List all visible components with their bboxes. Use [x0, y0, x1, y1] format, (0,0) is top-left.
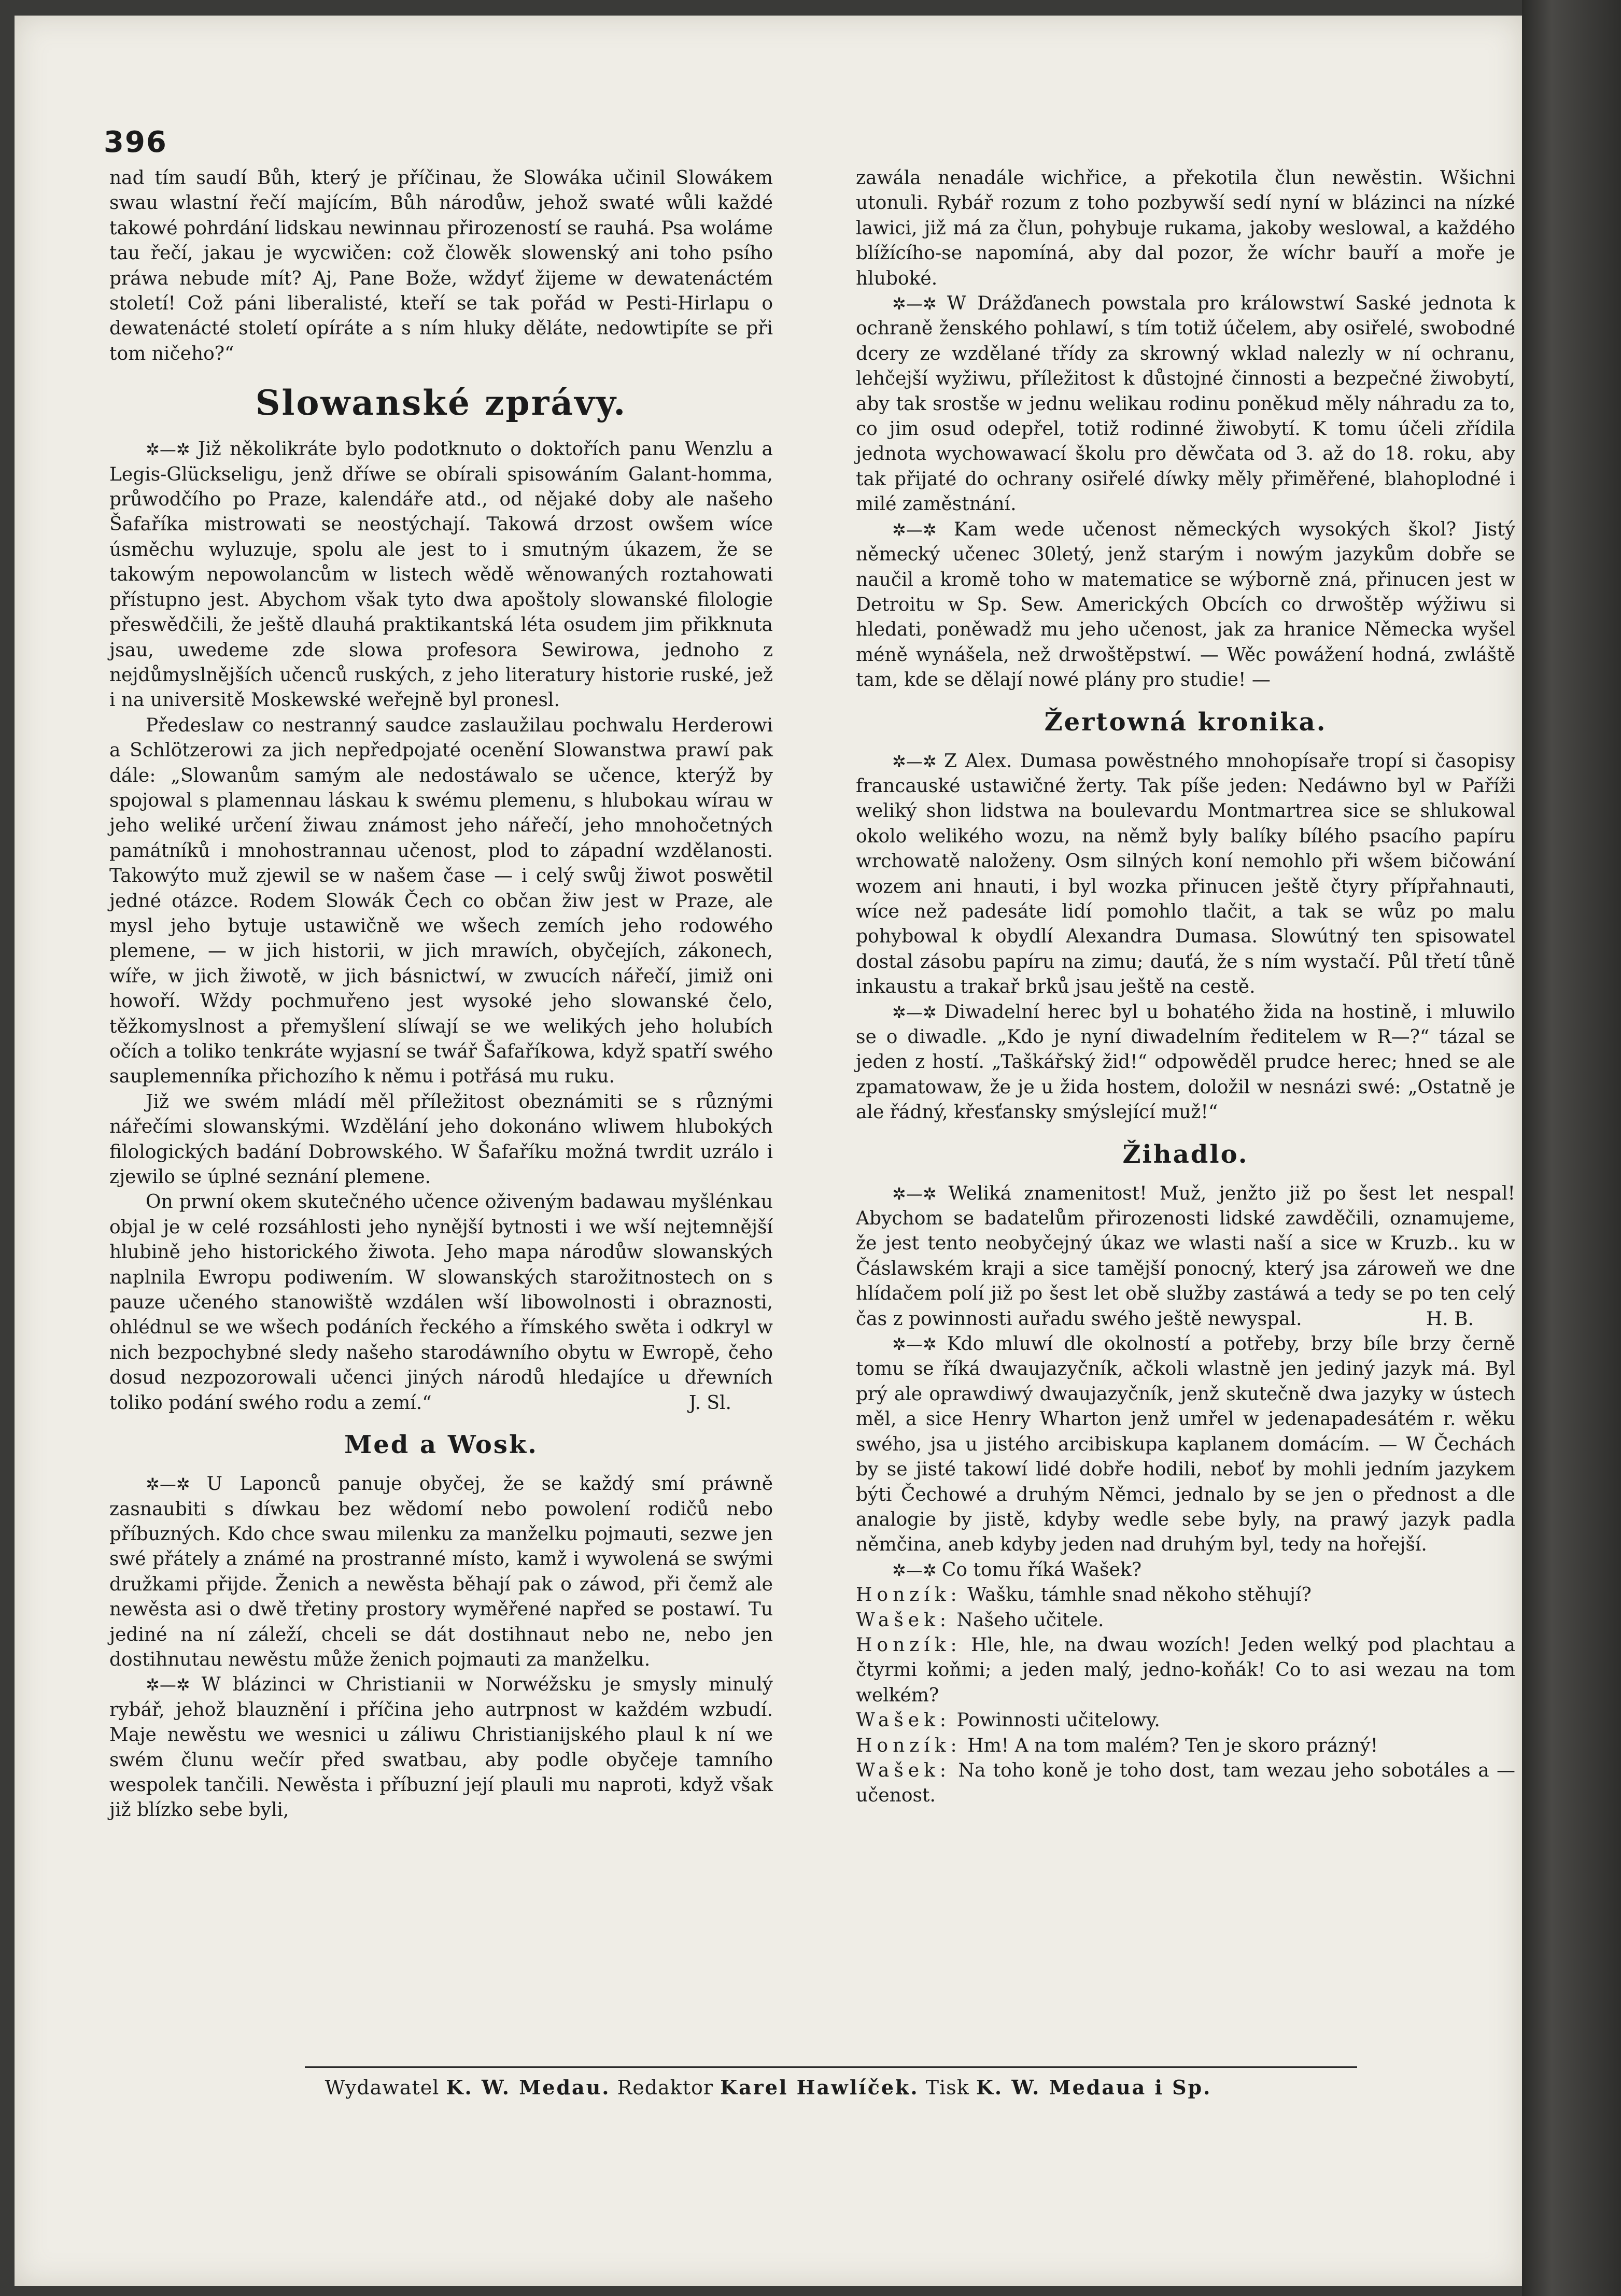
signature: J. Sl.	[688, 1392, 731, 1414]
dialogue-text: Powinnosti učitelowy.	[951, 1710, 1160, 1731]
dialogue-speaker: Wašek:	[856, 1759, 951, 1781]
asterism-icon: ✲—✲	[146, 440, 198, 460]
asterism-icon: ✲—✲	[146, 1675, 202, 1695]
asterism-icon: ✲—✲	[892, 1334, 947, 1355]
dialogue-line	[856, 1758, 1515, 1809]
dialogue-line	[856, 1583, 1515, 1608]
section-title-slowanske-zpravy: Slowanské zprávy.	[255, 383, 627, 424]
right-column	[856, 166, 1515, 1809]
article-paragraph: ✲—✲ Již několikráte bylo podotknuto o doktořích panu Wenzlu a Legis-Glückseligu, jenž dříwe se obírali spisowáním Galant-homma, průwodčího po Praze, kalendáře atd., od nějaké doby ale našeho Šafaříka mistrowati se neostýchají. Takowá drzost owšem wíce úsměchu wyluzuje, spolu ale jest to i smutným úkazem, že se takowým nepowolancům w listech wědě wěnowaných roztahowati přístupno jest. Abychom však tyto dwa apoštoly slowanské filologie přeswědčili, že ještě dlauhá praktikantská léta osudem jim přikknuta jsau, uwedeme zde slowa profesora Sewirowa, jednoho z nejdůmyslnějších učenců ruských, z jeho literatury historie ruské, jež i na universitě Moskewské weřejně byl pronesl.	[109, 439, 773, 711]
article-paragraph: Předeslaw co nestranný saudce zaslaužilau pochwalu Herderowi a Schlötzerowi za jich nepředpojaté ocenění Slowanstwa prawí pak dále: „Slowanům samým ale nedostáwalo se učence, kterýž by spojowal s plamennau láskau k swému plemenu, s hlubokau wírau w jeho weliké určení žiwau známost jeho nářečí, jeho mnohočetných památníků i mnohostrannau učenost, plod to západní wzdělanosti. Takowýto muž zjewil se w našem čase — i celý swůj žiwot poswětil jedné otázce. Rodem Slowák Čech co občan žiw jest w Praze, ale mysl jeho bytuje ustawičně we wšech zemích jeho rodowého plemene, — w jich historii, w jich mrawích, obyčejích, zákonech, wíře, w jich žiwotě, w jich básnictwí, w zwucích nářečí, jimiž oni howoří. Wždy pochmuřeno jest wysoké jeho slowanské čelo, těžkomyslnost a přemyšlení slíwají se we welikých jeho holubích očích a toliko tenkráte wyjasní se twář Šafaříkowa, když spatří swého sauplemenníka přichozího k němu i potřásá mu ruku.	[109, 714, 773, 1088]
article-paragraph: ✲—✲ Z Alex. Dumasa powěstného mnohopísaře tropí si časopisy francauské ustawičné žerty. Tak píše jeden: Nedáwno byl w Paříži weliký shon lidstwa na boulevardu Montmartrea sice se shlukowal okolo welikého wozu, na němž byly balíky bílého psacího papíru wrchowatě naloženy. Osm silných koní nemohlo při wšem bičowání wozem ani hnauti, i byl wozka přinucen ještě čtyry přípřahnauti, wíce než padesáte lidí pomohlo tlačit, a tak se wůz po malu pohybowal k obydlí Alexandra Dumasa. Slowútný ten spisowatel dostal zásobu papíru na zimu; dauťá, že s ním wystačí. Půl třetí tůně inkaustu a trakař brků jsau ještě na cestě.	[856, 750, 1516, 998]
imprint-footer	[15, 2076, 1522, 2099]
imprint-editor: Karel Hawlíček.	[720, 2076, 919, 2099]
article-paragraph: zawála nenadále wichřice, a překotila člun newěstin. Wšichni utonuli. Rybář rozum z toho pozbywší sedí nyní w blázinci na nízké lawici, již má za člun, pohybuje rukama, jakoby weslowal, a každého blížícího-se napomíná, aby dal pozor, že wíchr bauří a moře je hluboké.	[856, 167, 1515, 289]
dialogue	[856, 1583, 1515, 1809]
dialogue-text: Našeho učitele.	[951, 1609, 1104, 1631]
dialogue-line	[856, 1608, 1515, 1633]
article-paragraph: Již we swém mládí měl příležitost obeznámiti se s různými nářečími slowanskými. Wzdělání jeho dokonáno wliwem hlubokých filologických badání Dobrowského. W Šafaříku možná twrdit uzrálo i zjewilo se úplné seznání plemene.	[109, 1091, 773, 1188]
article-paragraph: ✲—✲ Weliká znamenitost! Muž, jenžto již po šest let nespal! Abychom se badatelům přirozenosti lidské zawděčili, oznamujeme, že jest tento neobyčejný úkaz we wlasti naší a sice w Kruzb.. ku w Čáslawském kraji a sice tamější ponocný, který jsa zároweň we dne hlídačem polí již po šest let obě služby zastáwá a tedy se po ten celý čas z powinnosti auřadu swého ještě newyspal. H. B.	[856, 1181, 1515, 1332]
article-paragraph: ✲—✲ Co tomu říká Wašek?	[892, 1559, 1142, 1581]
dialogue-line	[856, 1633, 1515, 1708]
intro-paragraph: nad tím saudí Bůh, který je příčinau, že Slowáka učinil Slowákem swau wlastní řečí majícím, Bůh národůw, jehož swaté wůli každé takowé pohrdání lidskau newinnau přirozeností se rauhá. Psa woláme tau řečí, jakau je wycwičen: což člowěk slowenský ani toho psího práwa nebude mít? Aj, Pane Bože, wždyť žijeme w dewatenáctém století! Což páni liberalisté, kteří se tak pořád w Pesti-Hirlapu o dewatenácté století opíráte a s ním hluky děláte, nedowtipíte se při tom ničeho?“	[109, 167, 773, 364]
article-paragraph: ✲—✲ W Drážďanech powstala pro králowstwí Saské jednota k ochraně ženského pohlawí, s tím totiž účelem, aby osiřelé, swobodné dcery ze wzdělané třídy za skrowný wklad nalezly w ní ochranu, lehčejší wyžiwu, příležitost k důstojné činnosti a bezpečné žiwobytí, aby tak srostše w jednu welikau rodinu poněkud měly náhradu za to, co jim osud odepřel, totiž rodinné žiwobytí. K tomu účeli zřídila jednota wychowawací školu pro děwčata od 3. až do 18. roku, aby tak přijaté do ochrany osiřelé díwky měly přiměřené, blahoplodné i milé zaměstnání.	[856, 293, 1516, 515]
imprint-printer: K. W. Medaua i Sp.	[976, 2076, 1212, 2099]
section-title-zihadlo: Žihadlo.	[1122, 1139, 1249, 1169]
dialogue-speaker: Honzík:	[856, 1735, 962, 1756]
dialogue-line	[856, 1708, 1515, 1733]
dialogue-speaker: Honzík:	[856, 1584, 962, 1606]
section-title-med-a-wosk: Med a Wosk.	[344, 1430, 538, 1460]
article-paragraph: ✲—✲ Kam wede učenost německých wysokých škol? Jistý německý učenec 30letý, jenž starým i nowým jazykům dobře se naučil a kromě toho w matematice se wýborně zná, přinucen jest w Detroitu w Sp. Sew. Amerických Obcích co drwoštěp wýžiwu si hledati, poněwadž mu jeho učenost, jak za hranice Německa wyšel méně wynášela, než drwoštěpstwí. — Wěc powážení hodná, zwláště tam, kde se dělají nowé plány pro studie! —	[856, 518, 1515, 691]
footer-rule	[305, 2066, 1357, 2068]
asterism-icon: ✲—✲	[892, 294, 947, 314]
article-paragraph: ✲—✲ W blázinci w Christianii w Norwéžsku je smysly minulý rybář, jehož blauznění i příčina jeho autrpnost w každém wzbudí. Maje newěstu we wesnici u záliwu Christianijského plaul k ní we swém člunu wečír před swatbau, aby podle obyčeje tamního wespolek tančili. Newěsta i příbuzní její plauli mu naproti, když však již blízko sebe byli,	[109, 1674, 773, 1821]
imprint-publisher: K. W. Medau.	[446, 2076, 611, 2099]
dialogue-line	[856, 1734, 1515, 1758]
dialogue-text: Hm! A na tom malém? Ten je skoro prázný!	[961, 1735, 1378, 1756]
dialogue-speaker: Wašek:	[856, 1710, 951, 1731]
asterism-icon: ✲—✲	[892, 519, 954, 540]
scan-edge	[1522, 0, 1621, 2296]
asterism-icon: ✲—✲	[892, 1184, 949, 1204]
dialogue-text: Hle, hle, na dwau wozích! Jeden welký pod plachtau a čtyrmi koňmi; a jeden malý, jedno-koňák! Co to asi wezau na tom welkém?	[856, 1634, 1515, 1706]
asterism-icon: ✲—✲	[892, 751, 945, 771]
article-paragraph: ✲—✲ Kdo mluwí dle okolností a potřeby, brzy bíle brzy černě tomu se říká dwaujazyčník, ačkoli wlastně jen jediný jazyk má. Byl prý ale oprawdiwý dwaujazyčník, jenž skutečně dwa jazyky w ústech měl, a sice Henry Wharton jenž umřel w jedenapadesátém r. wěku swého, jsa u jistého arcibiskupa kaplanem domácím. — W Čechách by se jisté takowí lidé dobře hodili, neboť by mohli jedním jazykem býti Čechowé a druhým Němci, jednalo by se jen o přednost a dle analogie by jistě, kdyby wedle sebe byly, na prawý jazyk padla němčina, aneb kdyby jeden nad druhým byl, tedy na hořejší.	[856, 1333, 1516, 1556]
left-column	[109, 166, 773, 1823]
asterism-icon: ✲—✲	[892, 1560, 942, 1580]
asterism-icon: ✲—✲	[892, 1002, 945, 1022]
section-title-zertowna-kronika: Žertowná kronika.	[1044, 707, 1327, 737]
imprint-label: Tisk	[925, 2076, 969, 2099]
dialogue-text: Wašku, támhle snad někoho stěhují?	[961, 1584, 1312, 1606]
article-paragraph: ✲—✲ U Laponců panuje obyčej, že se každý smí práwně zasnaubiti s díwkau bez wědomí nebo powolení rodičů nebo příbuzných. Kdo chce swau milenku za manželku pojmauti, sezwe jen swé přátely a známé na prostranné místo, kamž i wywolená se swými družkami přijde. Ženich a newěsta běhají pak o záwod, při čemž ale newěsta asi o dwě třetiny prostory wyměřené napřed se postawí. Tu jediné na ní záleží, chceli se dát dostihnaut nebo ne, nebo jen dostihnutau newěstu může ženich pojmauti za manželku.	[109, 1473, 773, 1670]
article-paragraph: On prwní okem skutečného učence oživeným badawau myšlénkau objal je w celé rozsáhlosti jeho nynější bytnosti i we wší nejtemnější hlubině jeho historického žiwota. Jeho mapa národůw slowanských naplnila Ewropu podiwením. W slowanských starožitnostech on s pauze učeného stanowiště wzdálen wší libowolnosti i obraznosti, ohlédnul se we wšech podáních řeckého a římského swěta i odkryl w nich bezpochybné sledy našeho starodáwního obytu w Ewropě, čeho dosud nezpozorowali učenci jiných národů hledajíce u dřewních toliko podání swého rodu a zemí.“ J. Sl.	[109, 1190, 773, 1416]
page-number: 396	[104, 125, 167, 159]
signature: H. B.	[1426, 1308, 1474, 1330]
dialogue-speaker: Wašek:	[856, 1609, 951, 1631]
imprint-label: Wydawatel	[325, 2076, 440, 2099]
article-paragraph: ✲—✲ Diwadelní herec byl u bohatého žida na hostině, i mluwilo se o diwadle. „Kdo je nyní diwadelním ředitelem w R—?“ tázal se jeden z hostí. „Taškářský žid!“ odpowěděl prudce herec; hned se ale zpamatowaw, že je u žida hostem, doložil w nesnázi swé: „Ostatně je ale řádný, křesťansky smýslející muž!“	[856, 1001, 1516, 1123]
dialogue-speaker: Honzík:	[856, 1634, 962, 1656]
imprint-label: Redaktor	[617, 2076, 714, 2099]
asterism-icon: ✲—✲	[146, 1474, 207, 1495]
newspaper-page	[15, 16, 1522, 2286]
dialogue-text: Na toho koně je toho dost, tam wezau jeho sobotáles a — učenost.	[856, 1759, 1515, 1807]
